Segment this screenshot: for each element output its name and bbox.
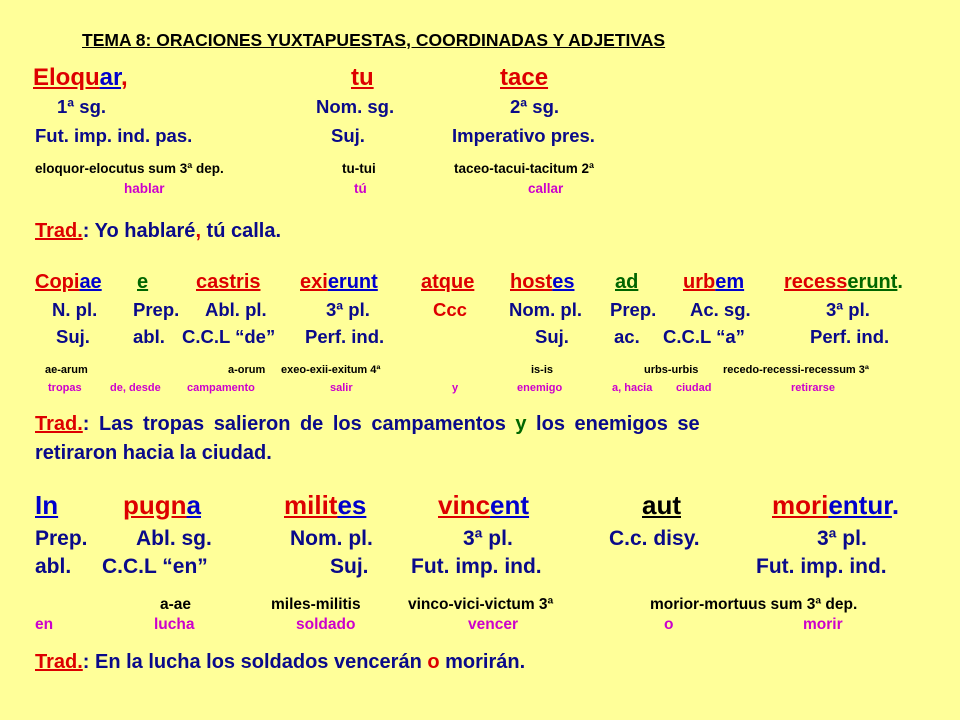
page-title: TEMA 8: ORACIONES YUXTAPUESTAS, COORDINADAS Y ADJETIVAS <box>82 30 666 50</box>
analysis-2-a1: N. pl. <box>52 299 98 320</box>
analysis-2-a9: 3ª pl. <box>826 299 870 320</box>
meaning-2-d5: y <box>452 382 459 394</box>
analysis-1-b1: Fut. imp. ind. pas. <box>35 125 193 146</box>
analysis-1-a1: 1ª sg. <box>57 96 107 117</box>
word-ad: ad <box>615 271 639 293</box>
word-in: In <box>35 490 59 520</box>
meaning-3-d1: en <box>35 616 54 633</box>
analysis-2-a4: 3ª pl. <box>326 299 370 320</box>
analysis-1-b2: Suj. <box>331 125 365 146</box>
meaning-3-d4: vencer <box>468 616 518 633</box>
paradigm-3-c4: morior-mortuus sum 3ª dep. <box>650 596 858 613</box>
paradigm-3-c1: a-ae <box>160 596 192 613</box>
analysis-3-a3: Nom. pl. <box>290 527 373 550</box>
word-urbem: urbem <box>683 271 745 293</box>
analysis-3-b5: Fut. imp. ind. <box>756 555 887 578</box>
analysis-3-a6: 3ª pl. <box>817 527 867 550</box>
meaning-1-d2: tú <box>354 181 367 196</box>
analysis-2-b7: C.C.L “a” <box>663 326 745 347</box>
word-vincent: vincent <box>438 490 530 520</box>
analysis-2-a3: Abl. pl. <box>205 299 267 320</box>
analysis-2-a5: Ccc <box>433 299 467 320</box>
meaning-2-d1: tropas <box>48 382 82 394</box>
analysis-3-b2: C.C.L “en” <box>102 555 208 578</box>
meaning-2-d6: enemigo <box>517 382 563 394</box>
analysis-3-a5: C.c. disy. <box>609 527 700 550</box>
word-atque: atque <box>421 271 475 293</box>
translation-1: Trad.: Yo hablaré, tú calla. <box>35 220 282 242</box>
word-copiae: Copiae <box>35 271 102 293</box>
meaning-2-d8: ciudad <box>676 382 712 394</box>
word-exierunt: exierunt <box>300 271 378 293</box>
meaning-3-d5: o <box>664 616 674 633</box>
meaning-3-d6: morir <box>803 616 843 633</box>
word-tu: tu <box>351 64 374 91</box>
word-e: e <box>137 271 149 293</box>
meaning-1-d3: callar <box>528 181 564 196</box>
analysis-2-b6: ac. <box>614 326 640 347</box>
word-eloquar-ending: ar <box>99 64 122 91</box>
word-castris: castris <box>196 271 261 293</box>
paradigm-2-c4: is-is <box>531 364 554 376</box>
paradigm-2-c3: exeo-exii-exitum 4ª <box>281 364 381 376</box>
analysis-2-a7: Prep. <box>610 299 657 320</box>
analysis-1-a2: Nom. sg. <box>316 96 395 117</box>
analysis-3-b1: abl. <box>35 555 72 578</box>
analysis-2-b2: abl. <box>133 326 165 347</box>
analysis-2-a6: Nom. pl. <box>509 299 582 320</box>
translation-3: Trad.: En la lucha los soldados vencerán o morirán. <box>35 651 526 673</box>
analysis-3-a2: Abl. sg. <box>136 527 212 550</box>
word-hostes: hostes <box>510 271 575 293</box>
paradigm-2-c5: urbs-urbis <box>644 364 699 376</box>
trad-label: Trad. <box>35 220 83 242</box>
meaning-1-d1: hablar <box>124 181 165 196</box>
analysis-1-b3: Imperativo pres. <box>452 125 595 146</box>
meaning-2-d9: retirarse <box>791 382 836 394</box>
comma: , <box>121 64 128 91</box>
meaning-3-d3: soldado <box>296 616 356 633</box>
analysis-2-b3: C.C.L “de” <box>182 326 276 347</box>
word-aut: aut <box>642 490 681 520</box>
word-milites: milites <box>284 490 367 520</box>
analysis-2-b4: Perf. ind. <box>305 326 385 347</box>
analysis-3-a4: 3ª pl. <box>463 527 513 550</box>
paradigm-2-c1: ae-arum <box>45 364 88 376</box>
analysis-2-b1: Suj. <box>56 326 90 347</box>
analysis-1-a3: 2ª sg. <box>510 96 560 117</box>
word-recesserunt: recesserunt. <box>784 271 903 293</box>
latin-sentence-1 <box>33 66 128 90</box>
meaning-2-d2: de, desde <box>110 382 161 394</box>
analysis-2-a8: Ac. sg. <box>690 299 751 320</box>
analysis-2-b8: Perf. ind. <box>810 326 890 347</box>
meaning-2-d4: salir <box>330 382 353 394</box>
word-eloquar-stem: Eloqu <box>33 64 100 91</box>
word-morientur: morientur. <box>772 490 900 520</box>
paradigm-2-c2: a-orum <box>228 364 266 376</box>
paradigm-3-c2: miles-militis <box>271 596 361 613</box>
paradigm-1-c2: tu-tui <box>342 161 376 176</box>
analysis-2-b5: Suj. <box>535 326 569 347</box>
analysis-3-b4: Fut. imp. ind. <box>411 555 542 578</box>
paradigm-1-c1: eloquor-elocutus sum 3ª dep. <box>35 161 224 176</box>
translation-2-line1: Trad.: Las tropas salieron de los campamentos y los enemigos se <box>35 413 700 435</box>
paradigm-3-c3: vinco-vici-victum 3ª <box>408 596 554 613</box>
translation-2-line2: retiraron hacia la ciudad. <box>35 442 272 464</box>
paradigm-2-c6: recedo-recessi-recessum 3ª <box>723 364 869 376</box>
analysis-3-b3: Suj. <box>330 555 369 578</box>
meaning-3-d2: lucha <box>154 616 195 633</box>
meaning-2-d3: campamento <box>187 382 255 394</box>
word-tace: tace <box>500 64 549 91</box>
analysis-2-a2: Prep. <box>133 299 180 320</box>
paradigm-1-c3: taceo-tacui-tacitum 2ª <box>454 161 595 176</box>
meaning-2-d7: a, hacia <box>612 382 653 394</box>
word-pugna: pugna <box>123 490 201 520</box>
analysis-3-a1: Prep. <box>35 527 88 550</box>
